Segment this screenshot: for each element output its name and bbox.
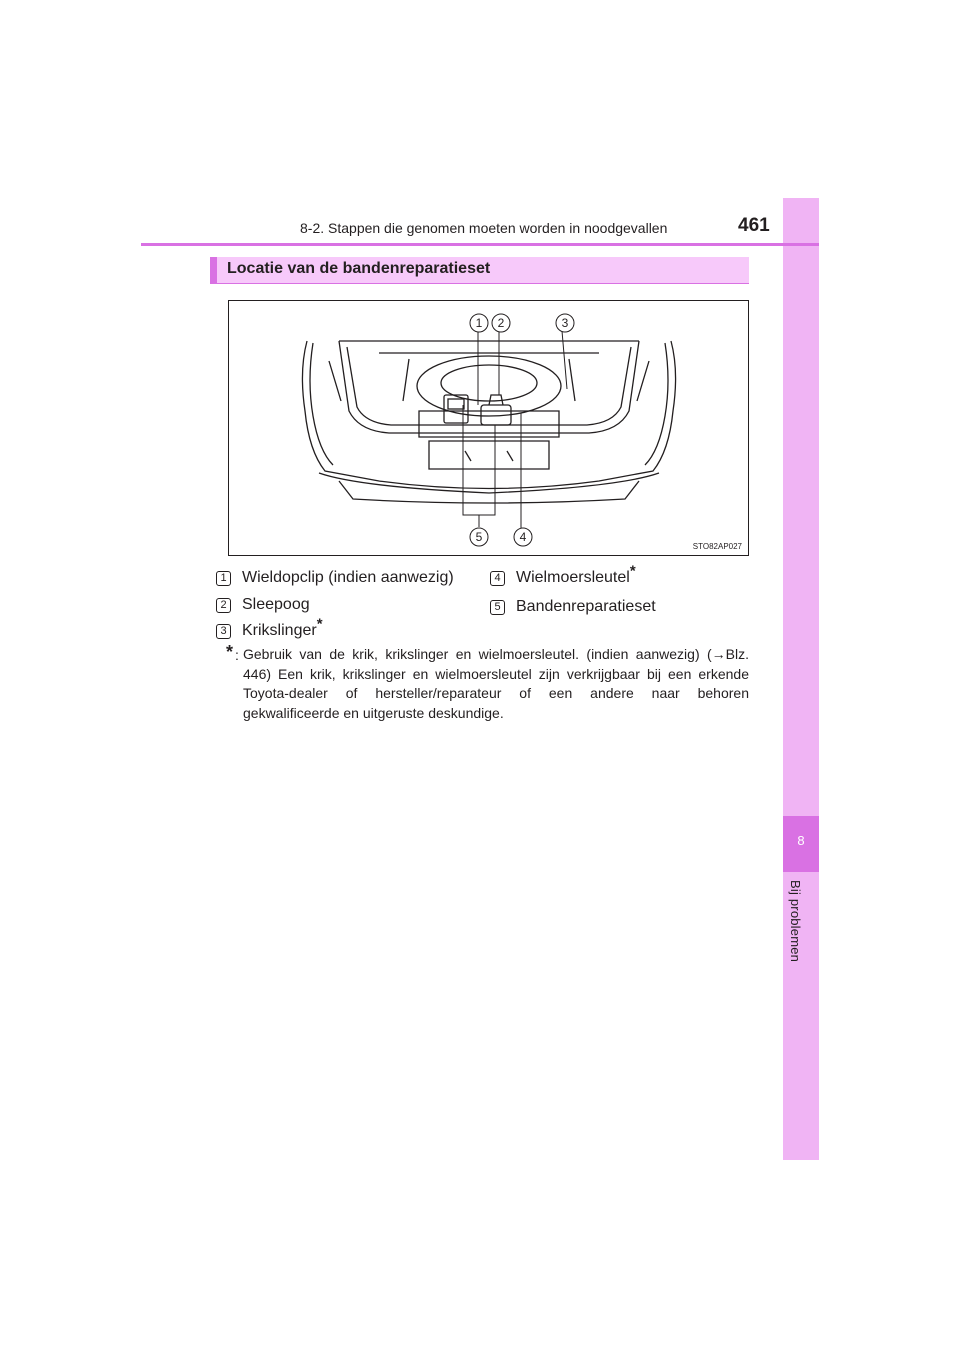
legend-number: 5 bbox=[490, 600, 505, 615]
legend-number: 3 bbox=[216, 624, 231, 639]
section-rule bbox=[210, 283, 749, 284]
running-header: 8-2. Stappen die genomen moeten worden in noodgevallen bbox=[300, 220, 668, 236]
callout-4: 4 bbox=[519, 530, 527, 544]
legend-label: Bandenreparatieset bbox=[516, 598, 656, 615]
legend-label: Sleepoog bbox=[242, 596, 310, 613]
car-trunk-drawing bbox=[229, 301, 748, 555]
footnote-colon: : bbox=[235, 647, 239, 663]
legend-number: 2 bbox=[216, 598, 231, 613]
legend-label: Wieldopclip (indien aanwezig) bbox=[242, 569, 454, 586]
footnote-text: Gebruik van de krik, krikslinger en wielmoersleutel. (indien aanwezig) (→Blz. 446) Een krik, krikslinger en wielmoersleutel zijn verkrijgbaar bij een erkende Toyota-dealer of hersteller/reparateur of een andere naar behoren gekwalificeerde en uitgeruste deskundige. bbox=[243, 646, 749, 721]
chapter-number: 8 bbox=[797, 833, 805, 848]
chapter-name: Bij problemen bbox=[788, 880, 803, 963]
chapter-thumb-tab bbox=[783, 198, 819, 1160]
callout-2: 2 bbox=[497, 316, 505, 330]
callout-5: 5 bbox=[475, 530, 483, 544]
footnote bbox=[226, 642, 749, 723]
trunk-illustration bbox=[228, 300, 749, 556]
legend-label: Wielmoersleutel* bbox=[516, 562, 636, 586]
callout-1: 1 bbox=[475, 316, 483, 330]
figure-code: STO82AP027 bbox=[692, 542, 742, 551]
legend-number: 4 bbox=[490, 571, 505, 586]
legend-number: 1 bbox=[216, 571, 231, 586]
section-heading-text: Locatie van de bandenreparatieset bbox=[227, 260, 491, 277]
header-rule bbox=[141, 243, 819, 246]
callout-3: 3 bbox=[561, 316, 569, 330]
chapter-number-block bbox=[783, 816, 819, 872]
section-heading bbox=[210, 257, 749, 283]
footnote-marker: * bbox=[226, 642, 234, 662]
legend-label: Krikslinger* bbox=[242, 615, 323, 639]
page-number: 461 bbox=[738, 215, 770, 236]
